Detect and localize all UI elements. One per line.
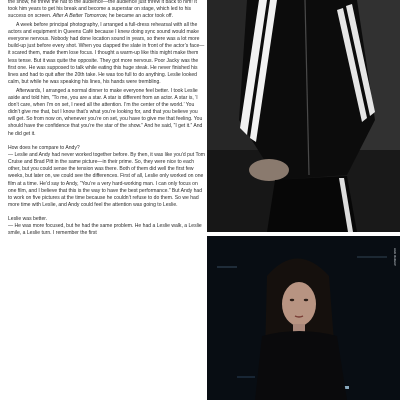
interview-answer-1: — Leslie and Andy had never worked together before. By then, it was like you’d put Tom Cruise and Brad Pitt in the same picture—in their prime. So, they were nice to each other, but you could sense the tension was there. Both of them did well the first few weeks, but later on, we could see the differences. First of all, Leslie only worked on one film at a time. He’d say to Andy, “You’re a very hard-working man. I can only focus on one film, and I believe that this is the way to have the best performance.” But Andy had to work on five pictures at the time because he couldn’t refuse to do them. So we had more time with Leslie, and Andy could feel the attention was going to Leslie.: [8, 151, 205, 208]
photo-dancer-illustration: [207, 0, 400, 232]
interview-question-1: How does he compare to Andy?: [8, 144, 80, 151]
article-text-column: [8, 0, 205, 400]
photo-woman-portrait: [207, 236, 400, 400]
photo-credit: HAIR MAKEUP: [393, 248, 396, 266]
interview-question-2: Leslie was better.: [8, 216, 48, 223]
photo-dancer-tracksuit: [207, 0, 400, 232]
paragraph-1-text: the show, he threw the hat to the audience—the audience just threw it back to him! It took him years to get his break and become a superstar on stage, which led to his success on screen.: [8, 0, 197, 20]
interview-answer-2: — He was more focused, but he had the same problem. He had a Leslie walk, a Leslie smile, a Leslie turn. I remember the first: [8, 223, 202, 237]
photo-woman-illustration: [207, 236, 400, 400]
paragraph-3: Afterwards, I arranged a normal dinner to make everyone feel better. I took Leslie aside and told him, “To me, you are a star. A star is different from an actor. A star is, ‘I don’t care, when I’m on set, I need all the attention. I’m the center of the world.’ You didn’t give me that, but I know that’s what you’re looking for, and that you believe you will get. So from now on, whenever you’re on set, you have to give me that feeling. You should have the confidence that you’re the star of the show.” And he said, “I get it.” And he did get it.: [8, 87, 203, 137]
paragraph-1-end: he became an actor took off.: [108, 13, 173, 20]
paragraph-1: [8, 0, 205, 20]
film-title: After A Better Tomorrow,: [52, 13, 108, 20]
paragraph-2: A week before principal photography, I arranged a full-dress rehearsal with all the actors and equipment in Queens Café because I knew doing sync sound would make everyone nervous. Nobody had done location sound in years, so there was a lot more build-up just before every shot. When you clapped the slate in front of the actor’s face—it scared them, made them lose focus. I thought a warm-up like this might make them less tense. But it was quite the opposite. They got more nervous. Poor Jacky was the first one. He was supposed to talk while eating this huge steak. He never finished his lines and had to quit after the 20th take. He was too full to do anything. Leslie looked calm, but while he was speaking his lines, his hands were trembling.: [8, 21, 205, 86]
